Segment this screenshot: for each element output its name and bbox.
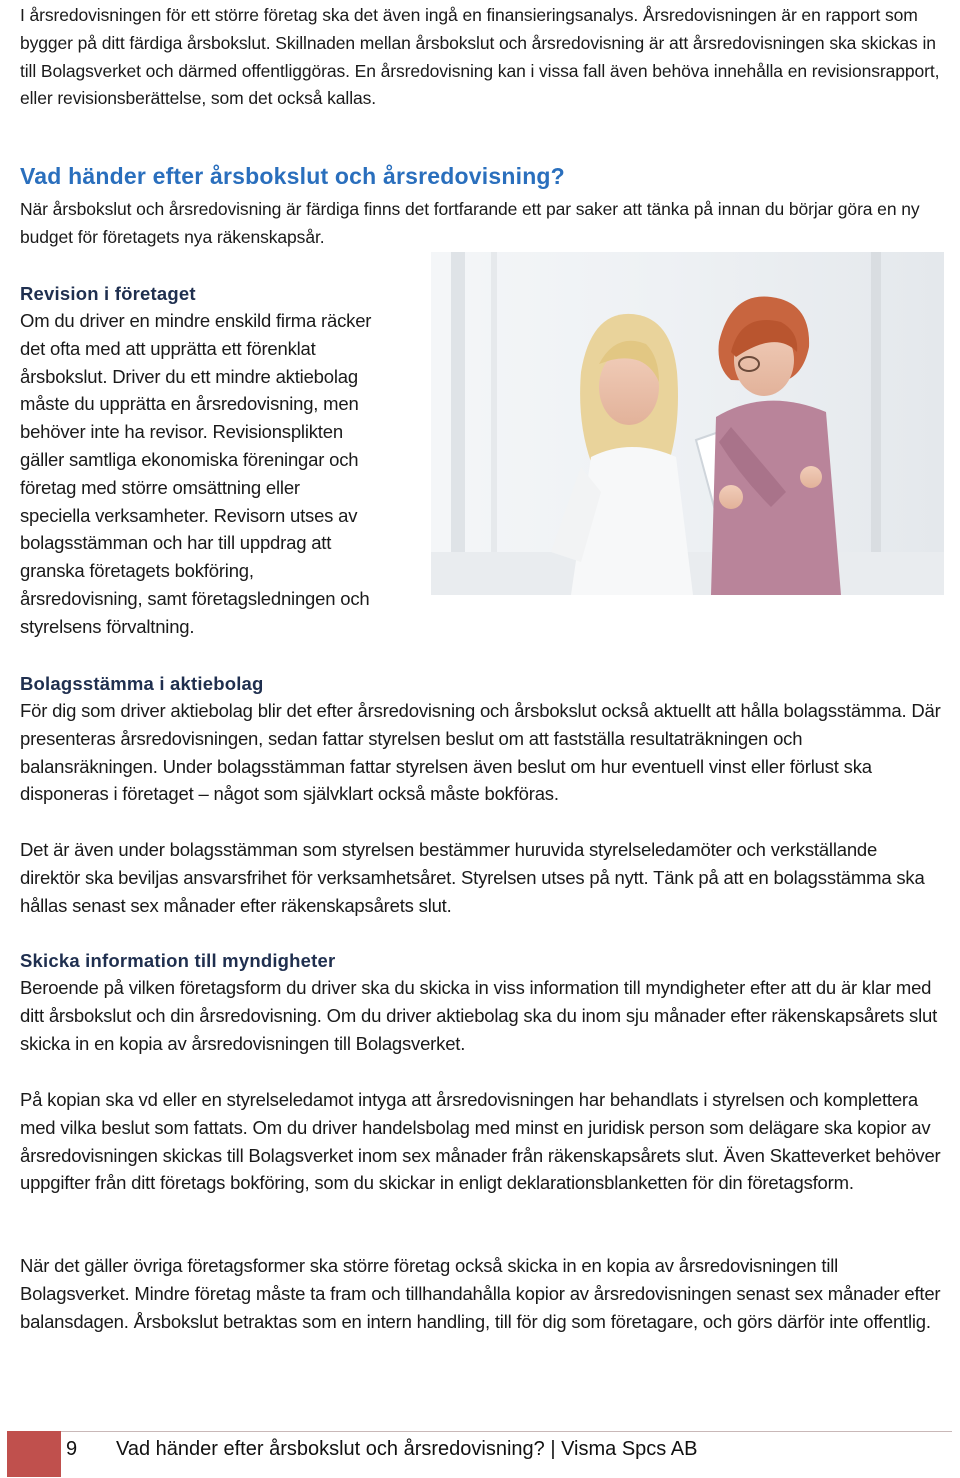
myndigheter-paragraph-3: När det gäller övriga företagsformer ska större företag också skicka in en kopia av årsredovisningen till Bolagsverket. Mindre företag måste ta fram och tillhandahålla kopior av årsredovisningen senast sex månader efter balansdagen. Årsbokslut betraktas som en intern handling, till för dig som företagare, och görs därför inte offentlig. xyxy=(20,1255,941,1332)
footer-title: Vad händer efter årsbokslut och årsredovisning? | Visma Spcs AB xyxy=(116,1438,698,1460)
bolagsstamma-paragraph-2: Det är även under bolagsstämman som styrelsen bestämmer huruvida styrelseledamöter och verkställande direktör ska beviljas ansvarsfrihet för verksamhetsåret. Styrelsen utses på nytt. Tänk på att en bolagsstämma ska hållas senast sex månader efter räkenskapsårets slut. xyxy=(20,839,925,916)
section-intro-paragraph: När årsbokslut och årsredovisning är färdiga finns det fortfarande ett par saker att tänka på innan du börjar göra en ny budget för företagets nya räkenskapsår. xyxy=(20,199,920,247)
bolagsstamma-paragraph-1: För dig som driver aktiebolag blir det efter årsredovisning och årsbokslut också aktuellt att hålla bolagsstämma. Där presenteras årsredovisningen, sedan fattar styrelsen beslut om att fastställa resultaträkningen och balansräkningen. Under bolagsstämman fattar styrelsen även beslut om hur eventuell vinst eller förlust ska disponeras i företaget – något som självklart också måste bokföras. xyxy=(20,700,941,805)
revision-line: speciella verksamheter. Revisorn utses av xyxy=(20,504,358,526)
bolagsstamma-heading: Bolagsstämma i aktiebolag xyxy=(20,673,264,694)
revision-line: Om du driver en mindre enskild firma räcker xyxy=(20,310,372,331)
revision-line: det ofta med att upprätta ett förenklat xyxy=(20,337,316,359)
revision-line: granska företagets bokföring, xyxy=(20,560,254,582)
office-photo xyxy=(431,252,944,595)
revision-line: årsbokslut. Driver du ett mindre aktiebolag xyxy=(20,365,358,387)
revision-line: styrelsens förvaltning. xyxy=(20,615,195,637)
intro-paragraph: I årsredovisningen för ett större företag ska det även ingå en finansieringsanalys. Årsredovisningen är en rapport som bygger på ditt färdiga årsbokslut. Skillnaden mellan årsbokslut och årsredovisning är att årsredovisningen ska skickas in till Bolagsverket och därmed offentliggöras. En årsredovisning kan i vissa fall även behöva innehålla en revisionsrapport, eller revisionsberättelse, som det också kallas. xyxy=(20,5,940,109)
two-women-with-document-illustration xyxy=(431,252,944,595)
revision-line: gäller samtliga ekonomiska föreningar och xyxy=(20,448,359,470)
footer-accent-block xyxy=(7,1431,61,1477)
revision-line: måste du upprätta en årsredovisning, men xyxy=(20,393,359,415)
revision-line: årsredovisning, samt företagsledningen och xyxy=(20,587,370,609)
page-number: 9 xyxy=(66,1438,78,1460)
revision-line: företag med större omsättning eller xyxy=(20,476,300,498)
revision-heading: Revision i företaget xyxy=(20,283,196,304)
section-heading: Vad händer efter årsbokslut och årsredovisning? xyxy=(20,163,565,189)
myndigheter-paragraph-2: På kopian ska vd eller en styrelseledamot intyga att årsredovisningen har behandlats i styrelsen och komplettera med vilka beslut som fattats. Om du driver handelsbolag med minst en juridisk person som delägare ska kopior av årsredovisningen skickas till Bolagsverket inom sex månader från räkenskapsårets slut. Även Skatteverket behöver uppgifter från ditt företags bokföring, som du skickar in enligt deklarationsblanketten för din företagsform. xyxy=(20,1089,941,1194)
myndigheter-paragraph-1: Beroende på vilken företagsform du driver ska du skicka in viss information till myndigheter efter att du är klar med ditt årsbokslut och din årsredovisning. Om du driver aktiebolag ska du inom sju månader efter räkenskapsårets slut skicka in en kopia av årsredovisningen till Bolagsverket. xyxy=(20,977,938,1054)
revision-paragraph xyxy=(20,307,425,641)
myndigheter-heading: Skicka information till myndigheter xyxy=(20,950,336,971)
revision-line: bolagsstämman och har till uppdrag att xyxy=(20,532,332,554)
revision-line: behöver inte ha revisor. Revisionsplikten xyxy=(20,421,343,443)
